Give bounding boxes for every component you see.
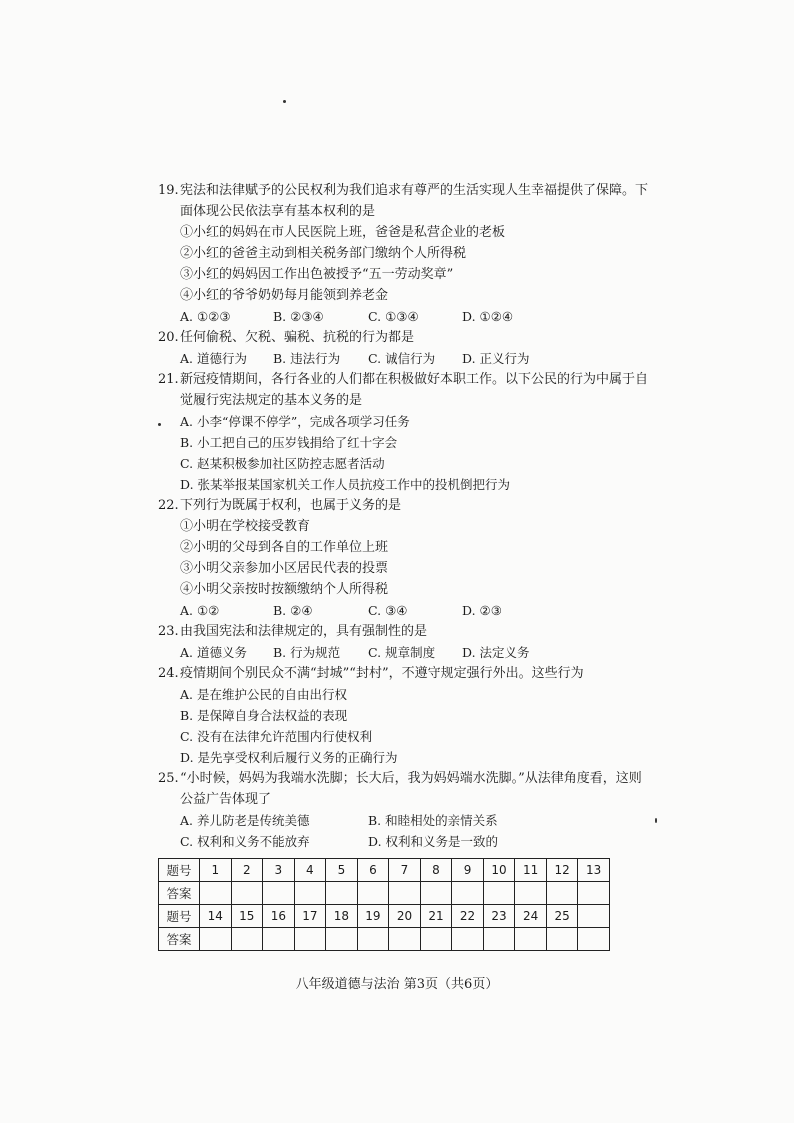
answer-option: D. 法定义务 [462,645,530,660]
scan-speck [655,818,657,823]
answer-option: D. ①②④ [462,309,514,324]
question-number-cell: 16 [263,905,295,928]
question-number: 24. [158,666,179,681]
answer-cell[interactable] [357,882,389,905]
question-stem: 新冠疫情期间，各行各业的人们都在积极做好本职工作。以下公民的行为中属于自 [180,372,649,387]
question-number-cell: 11 [515,859,547,882]
answer-option: B. 行为规范 [273,645,341,660]
answer-cell[interactable] [200,882,232,905]
answer-cell[interactable] [389,928,421,951]
answer-cell[interactable] [294,928,326,951]
answer-option: D. 权利和义务是一致的 [368,834,499,849]
answer-option: C. 赵某积极参加社区防控志愿者活动 [180,456,385,471]
answer-option: B. 和睦相处的亲情关系 [368,813,498,828]
statement-item: ②小红的爸爸主动到相关税务部门缴纳个人所得税 [180,246,467,261]
question-number-cell: 7 [389,859,421,882]
question-number-cell: 6 [357,859,389,882]
question-number-cell: 18 [326,905,358,928]
question-number: 25. [158,771,179,786]
answer-option: C. 没有在法律允许范围内行使权利 [180,729,373,744]
question-number-cell: 5 [326,859,358,882]
answer-cell[interactable] [294,882,326,905]
answer-option: B. ②③④ [273,309,324,324]
question-number-cell: 22 [452,905,484,928]
question-number-cell: 14 [200,905,232,928]
answer-cell[interactable] [515,928,547,951]
answer-cell[interactable] [546,928,578,951]
answer-cell[interactable] [578,882,610,905]
question-number-cell: 15 [231,905,263,928]
row-label-number: 题号 [159,859,200,882]
row-label-answer: 答案 [159,882,200,905]
table-row [159,905,610,928]
answer-option: A. ①②③ [180,309,231,324]
question-stem: 由我国宪法和法律规定的，具有强制性的是 [180,624,428,639]
question-number-cell: 12 [546,859,578,882]
answer-option: A. 小李“停课不停学”，完成各项学习任务 [180,414,410,429]
answer-option: A. 道德行为 [180,351,247,366]
question-number-cell: 8 [420,859,452,882]
question-stem: “小时候，妈妈为我端水洗脚；长大后，我为妈妈端水洗脚。”从法律角度看，这则 [180,771,642,786]
statement-item: ①小红的妈妈在市人民医院上班，爸爸是私营企业的老板 [180,225,506,240]
question-number-cell: 2 [231,859,263,882]
answer-option: B. 是保障自身合法权益的表现 [180,708,348,723]
question-number: 22. [158,498,179,513]
question-number-cell: 13 [578,859,610,882]
answer-cell[interactable] [483,928,515,951]
question-number-cell: 23 [483,905,515,928]
answer-option: A. 养儿防老是传统美德 [180,813,310,828]
scan-speck [158,423,161,426]
row-label-number: 题号 [159,905,200,928]
answer-option: C. ③④ [368,603,408,618]
answer-cell[interactable] [420,928,452,951]
statement-item: ②小明的父母到各自的工作单位上班 [180,540,389,555]
answer-option: A. ①② [180,603,220,618]
statement-item: ①小明在学校接受教育 [180,519,311,534]
answer-option: C. 诚信行为 [368,351,436,366]
statement-item: ③小红的妈妈因工作出色被授予“五一劳动奖章” [180,267,454,282]
answer-cell[interactable] [326,928,358,951]
question-number-cell: 21 [420,905,452,928]
answer-option: C. 权利和义务不能放弃 [180,834,310,849]
question-number-cell: 10 [483,859,515,882]
question-number: 23. [158,624,179,639]
answer-cell[interactable] [452,882,484,905]
question-stem: 疫情期间个别民众不满“封城”“封村”，不遵守规定强行外出。这些行为 [180,666,584,681]
question-number-cell: 19 [357,905,389,928]
question-stem: 任何偷税、欠税、骗税、抗税的行为都是 [180,330,415,345]
question-number: 20. [158,330,179,345]
statement-item: ③小明父亲参加小区居民代表的投票 [180,561,389,576]
answer-option: B. ②④ [273,603,313,618]
answer-cell[interactable] [263,928,295,951]
answer-cell[interactable] [389,882,421,905]
question-stem: 公益广告体现了 [180,792,272,807]
answer-option: A. 道德义务 [180,645,247,660]
answer-cell[interactable] [263,882,295,905]
table-row [159,882,610,905]
question-number-cell: 9 [452,859,484,882]
answer-cell[interactable] [452,928,484,951]
question-number-cell: 20 [389,905,421,928]
answer-cell[interactable] [578,928,610,951]
question-number-cell [578,905,610,928]
answer-cell[interactable] [420,882,452,905]
answer-cell[interactable] [357,928,389,951]
answer-cell[interactable] [231,928,263,951]
answer-cell[interactable] [200,928,232,951]
table-row [159,928,610,951]
question-number-cell: 4 [294,859,326,882]
question-number: 21. [158,372,179,387]
question-number-cell: 1 [200,859,232,882]
row-label-answer: 答案 [159,928,200,951]
table-row [159,859,610,882]
question-stem: 觉履行宪法规定的基本义务的是 [180,393,363,408]
question-stem: 面体现公民依法享有基本权利的是 [180,204,376,219]
answer-option: D. 是先享受权利后履行义务的正确行为 [180,750,398,765]
answer-cell[interactable] [326,882,358,905]
answer-option: D. 正义行为 [462,351,530,366]
question-stem: 宪法和法律赋予的公民权利为我们追求有尊严的生活实现人生幸福提供了保障。下 [180,183,649,198]
statement-item: ④小红的爷爷奶奶每月能领到养老金 [180,288,389,303]
answer-option: D. 张某举报某国家机关工作人员抗疫工作中的投机倒把行为 [180,477,511,492]
answer-cell[interactable] [515,882,547,905]
question-number: 19. [158,183,179,198]
answer-cell[interactable] [483,882,515,905]
answer-table [158,858,610,951]
answer-option: D. ②③ [462,603,502,618]
answer-option: C. ①③④ [368,309,419,324]
question-stem: 下列行为既属于权利，也属于义务的是 [180,498,402,513]
answer-option: C. 规章制度 [368,645,436,660]
answer-option: B. 违法行为 [273,351,341,366]
answer-cell[interactable] [546,882,578,905]
answer-option: B. 小工把自己的压岁钱捐给了红十字会 [180,435,398,450]
question-number-cell: 24 [515,905,547,928]
answer-cell[interactable] [231,882,263,905]
question-number-cell: 25 [546,905,578,928]
scan-speck [283,100,286,103]
answer-option: A. 是在维护公民的自由出行权 [180,687,347,702]
question-number-cell: 17 [294,905,326,928]
statement-item: ④小明父亲按时按额缴纳个人所得税 [180,582,389,597]
page-footer: 八年级道德与法治 第3页（共6页） [295,977,499,992]
question-number-cell: 3 [263,859,295,882]
